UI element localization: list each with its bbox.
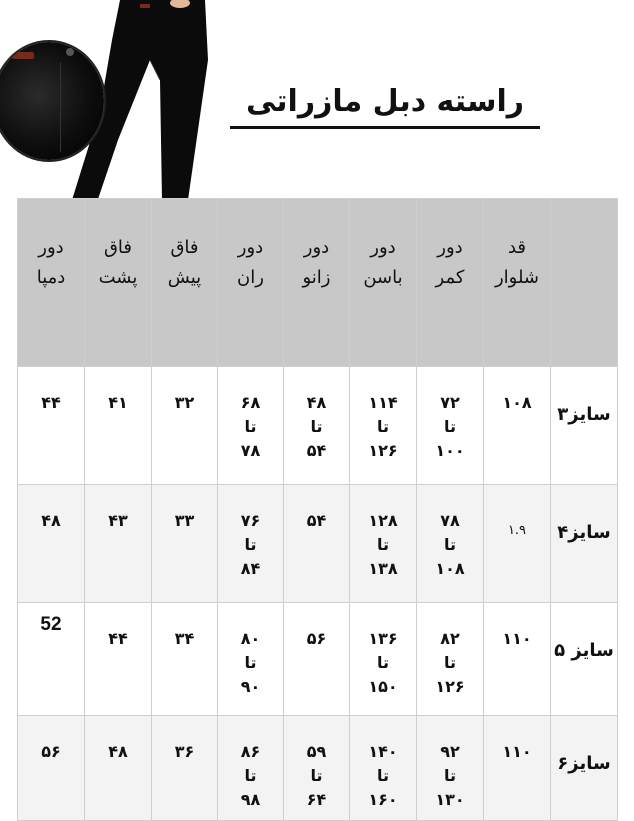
cell-dor-zanu: ۵۶ bbox=[284, 603, 350, 716]
cell-faq-pish: ۳۶ bbox=[152, 716, 218, 821]
cell-faq-posht: ۴۸ bbox=[85, 716, 152, 821]
cell-faq-pish: ۳۳ bbox=[152, 485, 218, 603]
header-qad-shalvar: قد شلوار bbox=[484, 199, 551, 367]
cell-dor-zanu: ۵۴ bbox=[284, 485, 350, 603]
cell-dor-basan: ۱۴۰ تا ۱۶۰ bbox=[350, 716, 417, 821]
cell-dor-dampa: ۵۶ bbox=[18, 716, 85, 821]
cell-dor-dampa: 52 bbox=[18, 603, 85, 716]
page-title: راسته دبل مازراتی bbox=[230, 80, 540, 129]
cell-dor-basan: ۱۱۴ تا ۱۲۶ bbox=[350, 367, 417, 485]
header-dor-zanu: دور زانو bbox=[284, 199, 350, 367]
cell-qad-shalvar: ۱۱۰ bbox=[484, 603, 551, 716]
size-chart-table bbox=[17, 198, 618, 821]
cell-faq-posht: ۴۳ bbox=[85, 485, 152, 603]
cell-faq-posht: ۴۴ bbox=[85, 603, 152, 716]
cell-dor-kamar: ۸۲ تا ۱۲۶ bbox=[417, 603, 484, 716]
header-dor-dampa: دور دمپا bbox=[18, 199, 85, 367]
size-label: سایز۴ bbox=[551, 485, 618, 603]
cell-qad-shalvar: ۱۱۰ bbox=[484, 716, 551, 821]
cell-faq-pish: ۳۴ bbox=[152, 603, 218, 716]
cell-dor-kamar: ۹۲ تا ۱۳۰ bbox=[417, 716, 484, 821]
cell-dor-ran: ۶۸ تا ۷۸ bbox=[218, 367, 284, 485]
table-row bbox=[18, 367, 618, 485]
header-dor-kamar: دور کمر bbox=[417, 199, 484, 367]
cell-dor-kamar: ۷۸ تا ۱۰۸ bbox=[417, 485, 484, 603]
fabric-closeup-icon bbox=[0, 40, 106, 162]
cell-dor-ran: ۸۶ تا ۹۸ bbox=[218, 716, 284, 821]
cell-dor-ran: ۸۰ تا ۹۰ bbox=[218, 603, 284, 716]
table-row bbox=[18, 716, 618, 821]
cell-dor-ran: ۷۶ تا ۸۴ bbox=[218, 485, 284, 603]
cell-dor-basan: ۱۲۸ تا ۱۳۸ bbox=[350, 485, 417, 603]
cell-qad-shalvar: ۱۰۸ bbox=[484, 367, 551, 485]
cell-dor-zanu: ۴۸ تا ۵۴ bbox=[284, 367, 350, 485]
cell-dor-dampa: ۴۴ bbox=[18, 367, 85, 485]
size-label: سایز۳ bbox=[551, 367, 618, 485]
cell-dor-zanu: ۵۹ تا ۶۴ bbox=[284, 716, 350, 821]
header-dor-basan: دور باسن bbox=[350, 199, 417, 367]
cell-faq-posht: ۴۱ bbox=[85, 367, 152, 485]
header-faq-posht: فاق پشت bbox=[85, 199, 152, 367]
cell-dor-basan: ۱۳۶ تا ۱۵۰ bbox=[350, 603, 417, 716]
header-dor-ran: دور ران bbox=[218, 199, 284, 367]
header-size bbox=[551, 199, 618, 367]
table-row bbox=[18, 603, 618, 716]
size-label: سایز۶ bbox=[551, 716, 618, 821]
cell-dor-kamar: ۷۲ تا ۱۰۰ bbox=[417, 367, 484, 485]
size-label: سایز ۵ bbox=[551, 603, 618, 716]
table-header-row bbox=[18, 199, 618, 367]
header-faq-pish: فاق پیش bbox=[152, 199, 218, 367]
cell-faq-pish: ۳۲ bbox=[152, 367, 218, 485]
table-row bbox=[18, 485, 618, 603]
cell-dor-dampa: ۴۸ bbox=[18, 485, 85, 603]
cell-qad-shalvar: ۱.۹ bbox=[484, 485, 551, 603]
